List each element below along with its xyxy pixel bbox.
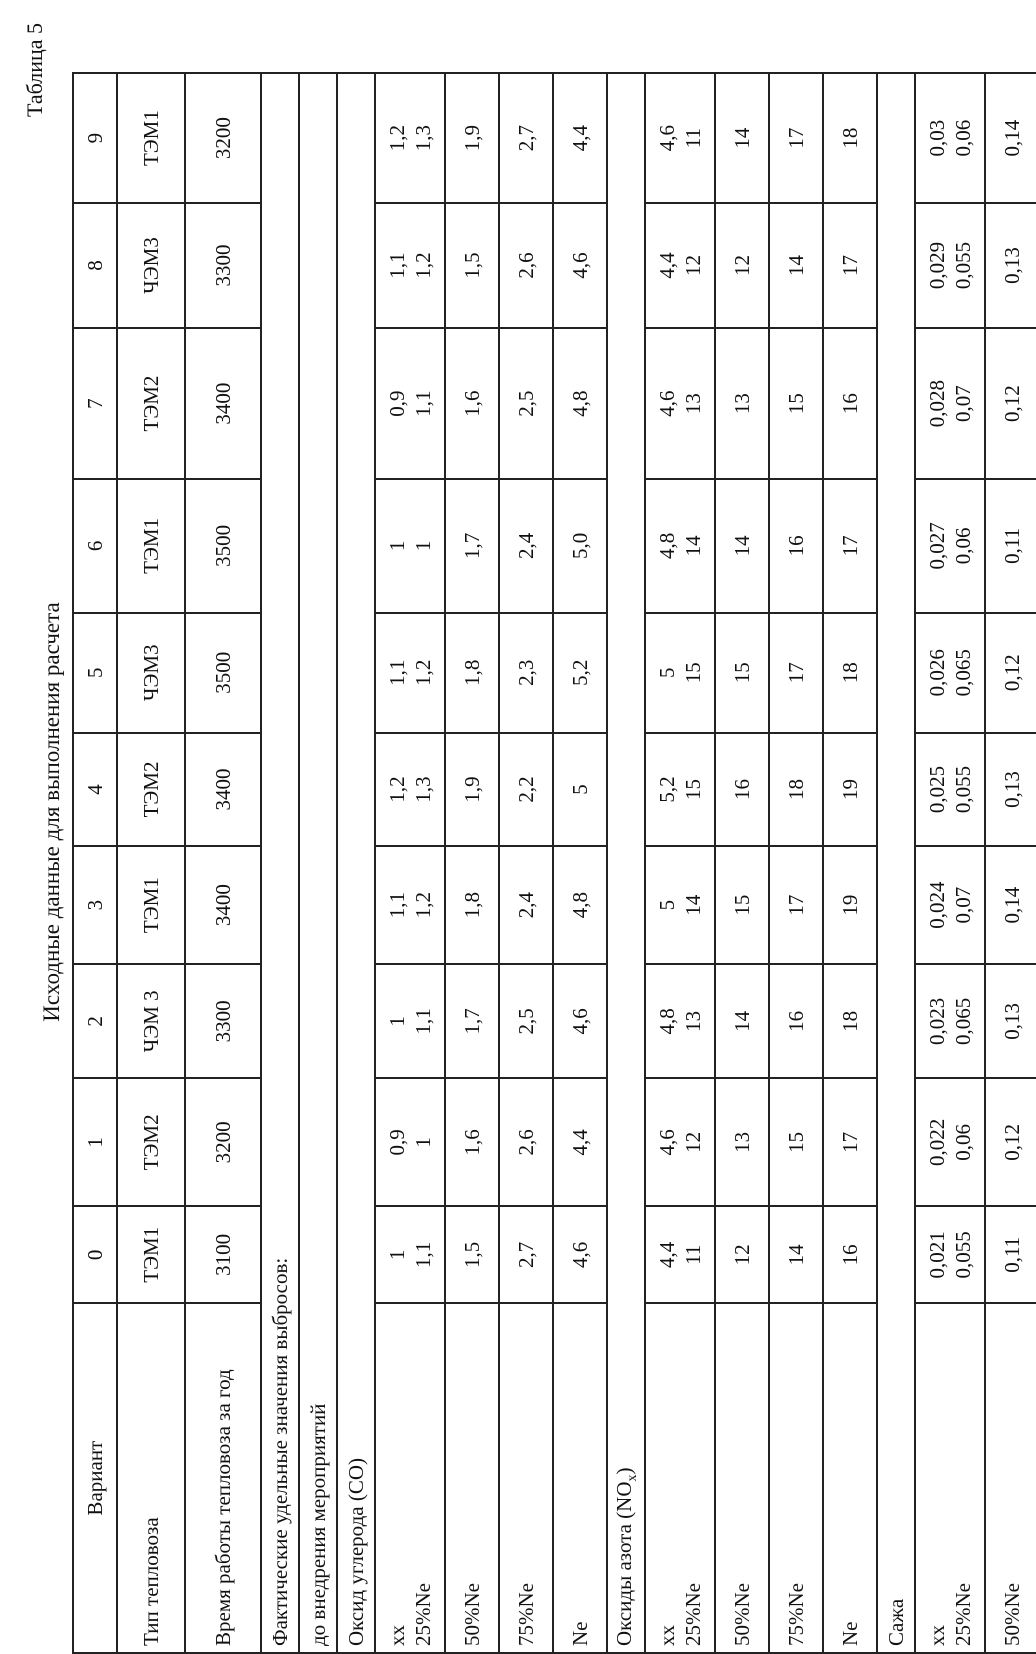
nox-value-cell: 19	[823, 846, 877, 964]
soot-value-line-1: 0,022	[924, 1118, 949, 1166]
nox-value-cell	[645, 328, 715, 479]
co-value-cell: 1,8	[445, 846, 499, 964]
variant-number: 3	[73, 846, 117, 964]
co-value-cell: 2,6	[499, 203, 553, 328]
co-row-label: 75%Ne	[499, 1303, 553, 1653]
co-value-line-2: 1,1	[411, 1241, 435, 1268]
locomotive-type-value: ЧЭМ3	[117, 203, 185, 328]
soot-value-line-1: 0,023	[924, 997, 949, 1045]
rotated-table-container	[70, 72, 1036, 1654]
nox-value-cell: 16	[769, 479, 823, 612]
co-value-line-1: 1,2	[384, 776, 409, 803]
soot-value-line-2: 0,06	[951, 119, 975, 157]
co-value-cell: 1,7	[445, 964, 499, 1078]
soot-value-cell: 0,13	[985, 964, 1036, 1078]
nox-value-cell: 17	[823, 203, 877, 328]
soot-value-cell: 0,11	[985, 1206, 1036, 1303]
locomotive-type-value: ТЭМ1	[117, 73, 185, 203]
variant-number: 7	[73, 328, 117, 479]
nox-row-75pctne	[769, 73, 823, 1653]
co-value-line-2: 1,2	[411, 252, 435, 279]
source-data-table	[72, 72, 1036, 1654]
soot-value-line-2: 0,055	[951, 765, 975, 814]
work-time-value: 3200	[185, 73, 261, 203]
co-value-cell: 4,6	[553, 964, 607, 1078]
co-value-line-2: 1,1	[411, 390, 435, 417]
nox-value-cell: 16	[823, 328, 877, 479]
table-number	[0, 0, 70, 140]
nox-value-cell: 17	[769, 73, 823, 203]
co-row-idle-25	[375, 73, 445, 1653]
co-value-line-1: 1,1	[384, 252, 409, 279]
soot-value-line-1: 0,027	[924, 522, 949, 570]
co-value-line-2: 1	[411, 1137, 435, 1148]
nox-value-line-2: 15	[681, 662, 705, 684]
nox-value-line-2: 12	[681, 255, 705, 277]
variant-number: 6	[73, 479, 117, 612]
co-value-cell	[375, 1078, 445, 1206]
soot-value-cell: 0,14	[985, 846, 1036, 964]
nox-value-line-1: 4,6	[654, 124, 679, 152]
soot-row-50pctne	[985, 73, 1036, 1653]
soot-value-cell	[915, 613, 985, 733]
nox-value-cell	[645, 964, 715, 1078]
nox-value-cell: 15	[715, 846, 769, 964]
section-nox-label	[607, 73, 645, 1653]
co-value-cell: 4,8	[553, 328, 607, 479]
locomotive-type-value: ЧЭМ 3	[117, 964, 185, 1078]
co-value-line-1: 1	[384, 1016, 409, 1027]
section-co	[337, 73, 375, 1653]
nox-row-label-line-2: 25%Ne	[681, 1583, 705, 1646]
soot-value-cell: 0,12	[985, 613, 1036, 733]
soot-value-line-1: 0,028	[924, 379, 949, 428]
co-row-label	[375, 1303, 445, 1653]
nox-value-line-2: 13	[681, 393, 705, 415]
co-value-cell: 1,7	[445, 479, 499, 612]
soot-value-line-2: 0,06	[951, 527, 975, 565]
soot-value-cell: 0,12	[985, 1078, 1036, 1206]
soot-value-cell	[915, 1078, 985, 1206]
section-co-label: Оксид углерода (СО)	[337, 73, 375, 1653]
locomotive-type-value: ТЭМ1	[117, 846, 185, 964]
co-value-cell: 2,6	[499, 1078, 553, 1206]
soot-value-cell	[915, 479, 985, 612]
section-soot-label: Сажа	[877, 73, 915, 1653]
soot-row-label-line-2: 25%Ne	[951, 1583, 975, 1646]
nox-value-line-1: 4,4	[654, 1241, 679, 1268]
soot-row-idle-25	[915, 73, 985, 1653]
nox-value-cell: 18	[823, 73, 877, 203]
nox-value-line-1: 4,4	[654, 252, 679, 279]
locomotive-type-value: ТЭМ2	[117, 733, 185, 846]
soot-value-line-2: 0,065	[951, 649, 975, 697]
soot-value-line-1: 0,024	[924, 881, 949, 929]
soot-value-line-2: 0,07	[951, 385, 975, 422]
nox-value-cell: 15	[769, 328, 823, 479]
co-value-cell: 5,2	[553, 613, 607, 733]
co-value-cell: 2,4	[499, 479, 553, 612]
soot-value-cell	[915, 964, 985, 1078]
soot-value-cell	[915, 203, 985, 328]
soot-value-line-2: 0,07	[951, 886, 975, 924]
work-time-value: 3300	[185, 203, 261, 328]
nox-value-line-1: 5	[654, 667, 679, 678]
soot-value-cell: 0,13	[985, 733, 1036, 846]
soot-row-label	[915, 1303, 985, 1653]
nox-value-cell	[645, 1206, 715, 1303]
nox-value-cell: 14	[769, 203, 823, 328]
work-time-value: 3500	[185, 613, 261, 733]
co-row-label: Ne	[553, 1303, 607, 1653]
co-value-line-2: 1,2	[411, 892, 435, 919]
section-before-measures	[299, 73, 337, 1653]
nox-value-cell: 17	[769, 613, 823, 733]
table-body	[73, 73, 1036, 1653]
table-title-text: Исходные данные для выполнения расчета	[39, 602, 64, 1022]
work-time-value: 3300	[185, 964, 261, 1078]
co-value-cell: 1,6	[445, 1078, 499, 1206]
work-time-row	[185, 73, 261, 1653]
soot-value-line-1: 0,026	[924, 649, 949, 697]
co-value-line-2: 1,3	[411, 124, 435, 152]
co-value-line-1: 1,1	[384, 892, 409, 919]
nox-value-line-1: 4,8	[654, 532, 679, 560]
locomotive-type-value: ЧЭМ3	[117, 613, 185, 733]
nox-value-cell: 13	[715, 328, 769, 479]
nox-value-line-2: 14	[681, 535, 705, 557]
soot-value-cell	[915, 846, 985, 964]
nox-title-main: Оксиды азота (NO	[611, 1481, 636, 1646]
nox-value-line-2: 11	[681, 1244, 705, 1265]
nox-title-end: )	[611, 1467, 636, 1475]
nox-value-cell: 15	[715, 613, 769, 733]
section-before-measures-label: до внедрения мероприятий	[299, 73, 337, 1653]
nox-value-cell: 18	[823, 964, 877, 1078]
co-value-line-2: 1,2	[411, 659, 435, 686]
co-value-cell: 4,6	[553, 203, 607, 328]
nox-row-50pctne	[715, 73, 769, 1653]
co-row-50pctne	[445, 73, 499, 1653]
co-row-label-line-2: 25%Ne	[411, 1583, 435, 1646]
co-value-cell: 4,4	[553, 1078, 607, 1206]
co-row-ne	[553, 73, 607, 1653]
co-value-cell: 2,5	[499, 964, 553, 1078]
nox-value-cell	[645, 479, 715, 612]
work-time-value: 3200	[185, 1078, 261, 1206]
co-value-cell	[375, 73, 445, 203]
locomotive-type-value: ТЭМ2	[117, 1078, 185, 1206]
soot-value-cell	[915, 328, 985, 479]
variant-number: 4	[73, 733, 117, 846]
nox-row-ne	[823, 73, 877, 1653]
section-actual-emissions	[261, 73, 299, 1653]
variant-number: 8	[73, 203, 117, 328]
nox-value-cell: 14	[769, 1206, 823, 1303]
co-value-cell	[375, 846, 445, 964]
soot-value-cell: 0,13	[985, 203, 1036, 328]
co-value-cell: 2,4	[499, 846, 553, 964]
soot-value-cell	[915, 73, 985, 203]
co-value-cell	[375, 964, 445, 1078]
co-value-cell: 5	[553, 733, 607, 846]
soot-value-line-1: 0,03	[924, 119, 949, 157]
variant-number: 5	[73, 613, 117, 733]
work-time-label: Время работы тепловоза за год	[185, 1303, 261, 1653]
nox-value-cell: 16	[715, 733, 769, 846]
nox-title-subscript: x	[624, 1474, 640, 1482]
table-number-text: Таблица 5	[22, 22, 47, 118]
co-value-cell	[375, 733, 445, 846]
locomotive-type-label: Тип тепловоза	[117, 1303, 185, 1653]
co-value-cell: 2,3	[499, 613, 553, 733]
nox-value-cell	[645, 1078, 715, 1206]
co-value-line-1: 1,2	[384, 124, 409, 152]
co-value-cell: 2,7	[499, 73, 553, 203]
soot-value-line-1: 0,025	[924, 765, 949, 814]
co-value-cell: 4,6	[553, 1206, 607, 1303]
variant-header-label: Вариант	[73, 1303, 117, 1653]
co-value-line-1: 0,9	[384, 390, 409, 417]
nox-value-cell	[645, 73, 715, 203]
work-time-value: 3400	[185, 328, 261, 479]
nox-value-line-2: 12	[681, 1131, 705, 1153]
nox-value-line-1: 5	[654, 899, 679, 911]
soot-value-cell	[915, 1206, 985, 1303]
section-soot	[877, 73, 915, 1653]
co-value-cell	[375, 203, 445, 328]
nox-value-cell: 17	[769, 846, 823, 964]
soot-value-line-2: 0,065	[951, 997, 975, 1045]
soot-value-cell: 0,11	[985, 479, 1036, 612]
variant-number: 1	[73, 1078, 117, 1206]
section-nox	[607, 73, 645, 1653]
co-value-cell: 1,5	[445, 1206, 499, 1303]
nox-value-cell: 12	[715, 203, 769, 328]
soot-value-line-2: 0,055	[951, 1231, 975, 1279]
co-value-cell: 4,4	[553, 73, 607, 203]
work-time-value: 3100	[185, 1206, 261, 1303]
co-value-cell: 1,9	[445, 73, 499, 203]
header-row	[73, 73, 117, 1653]
locomotive-type-value: ТЭМ1	[117, 1206, 185, 1303]
nox-value-cell: 16	[823, 1206, 877, 1303]
locomotive-type-value: ТЭМ1	[117, 479, 185, 612]
nox-row-label-line-1: хх	[654, 1625, 679, 1646]
nox-value-cell	[645, 846, 715, 964]
locomotive-type-value: ТЭМ2	[117, 328, 185, 479]
nox-value-line-1: 4,6	[654, 1129, 679, 1156]
nox-value-cell: 14	[715, 479, 769, 612]
co-value-line-1: 0,9	[384, 1129, 409, 1156]
nox-value-cell	[645, 733, 715, 846]
nox-value-cell: 18	[823, 613, 877, 733]
co-value-cell	[375, 328, 445, 479]
nox-value-cell: 15	[769, 1078, 823, 1206]
co-row-label: 50%Ne	[445, 1303, 499, 1653]
nox-value-cell: 18	[769, 733, 823, 846]
soot-value-cell: 0,14	[985, 73, 1036, 203]
nox-value-cell: 16	[769, 964, 823, 1078]
nox-value-line-1: 4,6	[654, 390, 679, 417]
nox-value-cell: 17	[823, 1078, 877, 1206]
nox-value-cell: 14	[715, 73, 769, 203]
nox-value-line-2: 15	[681, 778, 705, 800]
work-time-value: 3400	[185, 733, 261, 846]
co-value-cell: 2,2	[499, 733, 553, 846]
co-value-cell: 1,6	[445, 328, 499, 479]
section-actual-emissions-label: Фактические удельные значения выбросов:	[261, 73, 299, 1653]
co-value-cell: 1,9	[445, 733, 499, 846]
nox-value-cell	[645, 613, 715, 733]
nox-row-label	[645, 1303, 715, 1653]
soot-value-line-2: 0,06	[951, 1123, 975, 1161]
soot-value-cell	[915, 733, 985, 846]
co-value-line-2: 1,3	[411, 776, 435, 803]
nox-row-label: 75%Ne	[769, 1303, 823, 1653]
nox-value-cell	[645, 203, 715, 328]
co-value-cell	[375, 613, 445, 733]
soot-value-cell: 0,12	[985, 328, 1036, 479]
co-value-cell: 5,0	[553, 479, 607, 612]
nox-value-cell: 13	[715, 1078, 769, 1206]
co-value-line-1: 1,1	[384, 659, 409, 686]
co-value-cell: 2,7	[499, 1206, 553, 1303]
nox-value-line-2: 11	[681, 127, 705, 149]
variant-number: 9	[73, 73, 117, 203]
nox-value-line-1: 5,2	[654, 776, 679, 803]
co-value-line-2: 1,1	[411, 1008, 435, 1035]
co-value-line-2: 1	[411, 540, 435, 552]
work-time-value: 3400	[185, 846, 261, 964]
nox-value-cell: 17	[823, 479, 877, 612]
soot-value-line-1: 0,021	[924, 1231, 949, 1279]
nox-row-label: Ne	[823, 1303, 877, 1653]
nox-row-label: 50%Ne	[715, 1303, 769, 1653]
nox-value-line-1: 4,8	[654, 1008, 679, 1035]
co-value-cell: 1,8	[445, 613, 499, 733]
co-value-cell	[375, 1206, 445, 1303]
co-value-cell	[375, 479, 445, 612]
co-row-75pctne	[499, 73, 553, 1653]
nox-value-cell: 12	[715, 1206, 769, 1303]
nox-row-idle-25	[645, 73, 715, 1653]
soot-row-label-line-1: хх	[924, 1625, 949, 1646]
soot-value-line-1: 0,029	[924, 241, 949, 290]
co-value-line-1: 1	[384, 1249, 409, 1261]
nox-value-line-2: 13	[681, 1010, 705, 1032]
co-value-line-1: 1	[384, 540, 409, 552]
variant-number: 2	[73, 964, 117, 1078]
co-value-cell: 4,8	[553, 846, 607, 964]
co-value-cell: 1,5	[445, 203, 499, 328]
co-row-label-line-1: хх	[384, 1625, 409, 1646]
variant-number: 0	[73, 1206, 117, 1303]
nox-value-cell: 19	[823, 733, 877, 846]
soot-value-line-2: 0,055	[951, 241, 975, 290]
locomotive-type-row	[117, 73, 185, 1653]
co-value-cell: 2,5	[499, 328, 553, 479]
work-time-value: 3500	[185, 479, 261, 612]
soot-row-label: 50%Ne	[985, 1303, 1036, 1653]
nox-value-cell: 14	[715, 964, 769, 1078]
nox-value-line-2: 14	[681, 894, 705, 916]
